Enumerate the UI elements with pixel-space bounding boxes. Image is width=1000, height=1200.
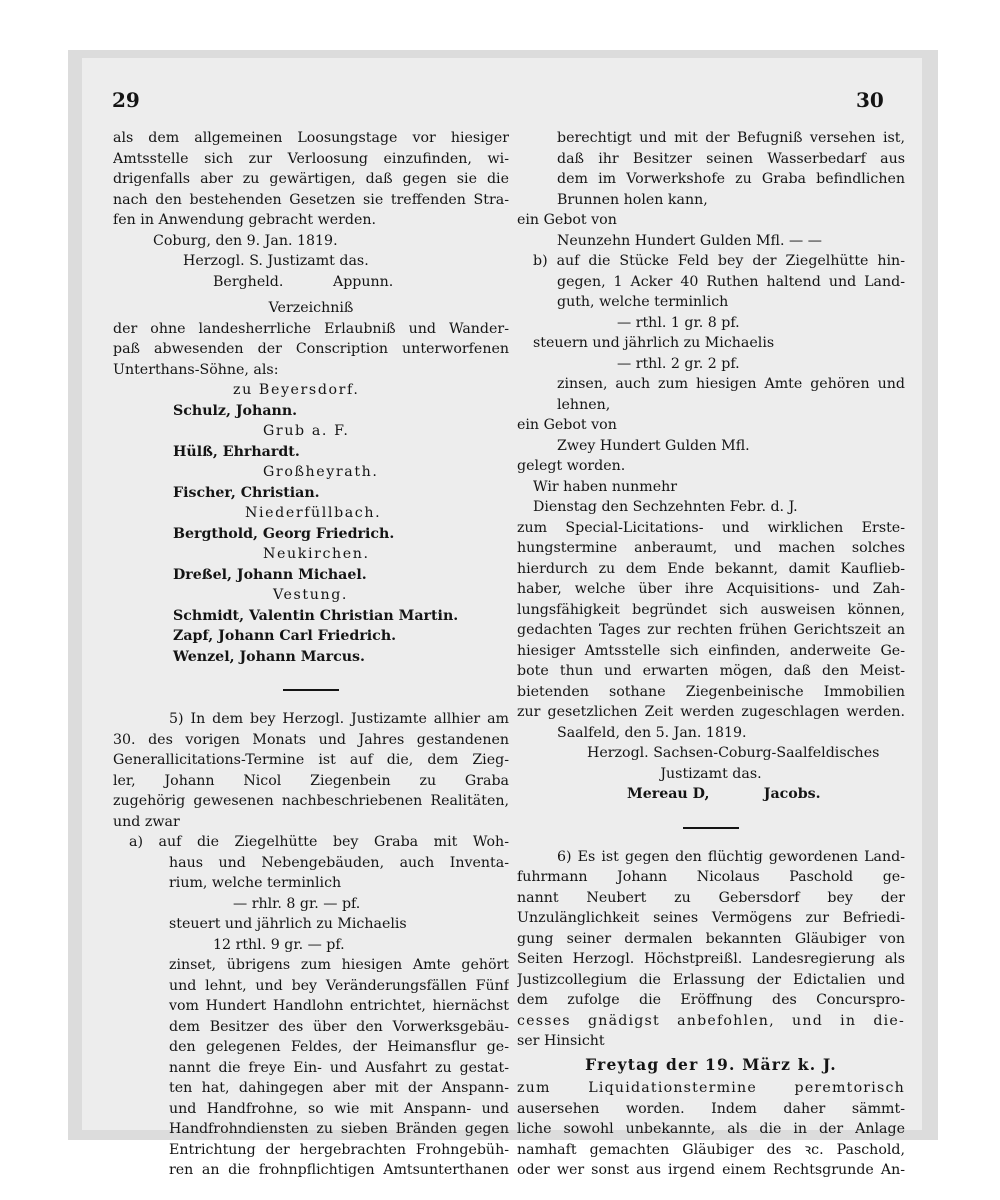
right-column [517, 128, 905, 1181]
text-line: steuert und jährlich zu Michaelis [169, 916, 407, 932]
dateline: Saalfeld, den 5. Jan. 1819. [557, 724, 747, 741]
text-line: namhaft gemachten Gläubiger des ꝛc. Paschold, [517, 1141, 905, 1158]
text-line: vom Hundert Handlohn entrichtet, hiernächst [169, 998, 509, 1014]
text-line: ausersehen worden. Indem daher sämmt- [517, 1100, 905, 1117]
text-line: berechtigt und mit der Befugniß versehen ist, [557, 130, 905, 146]
item-b [517, 251, 905, 415]
intro-paragraph [113, 128, 509, 231]
text-line: gung seiner dermalen bekannten Gläubiger von [517, 930, 905, 947]
text-line: Seiten Herzogl. Höchstpreißl. Landesregierung als [517, 951, 905, 967]
text-line: ren an die frohnpflichtigen Amtsunterthanen [169, 1162, 509, 1178]
page-number-right: 30 [856, 88, 884, 112]
text-line: Amtsstelle sich zur Verloosung einzufinden, wi- [113, 150, 509, 167]
item-a [113, 832, 509, 1181]
text-line: Wir haben nunmehr [533, 478, 678, 495]
text-line: und lehnt, und bey Veränderungsfällen Fünf [169, 977, 509, 994]
text-line: nannt Neubert zu Gebersdorf bey der [517, 889, 905, 906]
continuation-paragraph [517, 128, 905, 210]
signatures-line: Mereau D, Jacobs. [627, 786, 821, 802]
value-line: — rhlr. 8 gr. — pf. [233, 895, 361, 912]
text-line: guth, welche terminlich [557, 294, 729, 310]
bid-amount: Zwey Hundert Gulden Mfl. [557, 437, 750, 454]
conscript-name: Schmidt, Valentin Christian Martin. [173, 607, 459, 624]
conscript-name: Zapf, Johann Carl Friedrich. [173, 628, 397, 644]
text-line: oder wer sonst aus irgend einem Rechtsgrunde An- [517, 1162, 905, 1178]
text-line: 30. des vorigen Monats und Jahres gestandenen [113, 731, 509, 748]
authority-line: Herzogl. S. Justizamt das. [183, 253, 369, 269]
text-line: dem im Vorwerkshofe zu Graba befindlichen [557, 171, 905, 187]
section-5 [113, 709, 509, 832]
text-line: hiesiger Amtsstelle sich einfinden, anderweite Ge- [517, 642, 905, 659]
text-line: fuhrmann Johann Nicolaus Paschold ge- [517, 869, 905, 885]
text-line: ser Hinsicht [517, 1033, 605, 1049]
text-line: Generallicitations-Termine ist auf die, dem Zieg- [113, 752, 509, 768]
text-line: als dem allgemeinen Loosungstage vor hiesiger [113, 130, 509, 146]
village-name: Niederfüllbach. [245, 505, 382, 521]
text-line: haber, welche über ihre Acquisitions- und Zah- [517, 581, 905, 597]
text-line: Unzulänglichkeit seines Vermögens zur Befriedi- [517, 910, 905, 926]
text-line: bote thun und erwarten mögen, daß den Meist- [517, 663, 905, 679]
text-line: Handfrohndiensten zu sieben Bränden gegen [169, 1121, 509, 1137]
list-heading: Verzeichniß [268, 300, 354, 316]
village-name: zu Beyersdorf. [233, 382, 360, 398]
date-line: Dienstag den Sechzehnten Febr. d. J. [533, 499, 798, 515]
text-line: ler, Johann Nicol Ziegenbein zu Graba [113, 772, 509, 789]
section-6 [517, 847, 905, 1052]
text-line: Brunnen holen kann, [557, 191, 708, 208]
text-line: und Handfrohne, so wie mit Anspann- und [169, 1100, 509, 1117]
conscript-name: Bergthold, Georg Friedrich. [173, 525, 395, 542]
village-niederfuellbach [113, 503, 509, 544]
text-line: hierdurch zu dem Ende bekannt, damit Kauflieb- [517, 560, 905, 577]
text-line: 5) In dem bey Herzogl. Justizamte allhier am [169, 711, 509, 727]
bid-label: ein Gebot von [517, 417, 617, 433]
text-line: paß abwesenden der Conscription unterworfenen [113, 341, 509, 357]
village-grossheyrath [113, 462, 509, 503]
text-line: drigenfalls aber zu gewärtigen, daß gegen sie die [113, 171, 509, 187]
text-line: den gelegenen Feldes, der Heimansflur ge- [169, 1039, 509, 1055]
bid-amount: Neunzehn Hundert Gulden Mfl. — — [557, 232, 822, 249]
conscript-name: Wenzel, Johann Marcus. [173, 648, 365, 665]
left-column [113, 128, 509, 1181]
village-vestung [113, 585, 509, 667]
value-line: — rthl. 1 gr. 8 pf. [617, 314, 740, 331]
village-name: Großheyrath. [263, 464, 379, 480]
dateline: Coburg, den 9. Jan. 1819. [153, 232, 338, 249]
conscript-name: Fischer, Christian. [173, 484, 320, 501]
text-line: zum Liquidationstermine peremtorisch [517, 1080, 905, 1096]
conscript-name: Hülß, Ehrhardt. [173, 443, 300, 460]
village-grub [113, 421, 509, 462]
text-line: Entrichtung der hergebrachten Frohngebüh- [169, 1141, 509, 1158]
text-line: Justizcollegium die Erlassung der Edictalien und [517, 971, 905, 988]
text-line: bietenden sothane Ziegenbeinische Immobilien [517, 683, 905, 700]
section-divider [283, 689, 339, 691]
text-line: nannt die freye Ein- und Ausfahrt zu gestat- [169, 1059, 509, 1076]
village-name: Vestung. [273, 587, 348, 603]
text-line: cesses gnädigst anbefohlen, und in die- [517, 1012, 905, 1029]
text-line: lungsfähigkeit begründet sich ausweisen können, [517, 601, 905, 618]
bid-label: ein Gebot von [517, 212, 617, 228]
notice-paragraph [517, 518, 905, 723]
text-line: zur gesetzlichen Zeit werden zugeschlagen werden. [517, 704, 905, 720]
section-6-continued [517, 1078, 905, 1181]
text-line: daß ihr Besitzer seinen Wasserbedarf aus [557, 150, 905, 167]
text-line: gegen, 1 Acker 40 Ruthen haltend und Land- [557, 273, 905, 290]
text-line: hungstermine anberaumt, und machen solches [517, 540, 905, 556]
page-number-left: 29 [112, 88, 140, 112]
text-line: fen in Anwendung gebracht werden. [113, 212, 377, 228]
text-line: zum Special-Licitations- und wirklichen Erste- [517, 519, 905, 536]
text-line: nach den bestehenden Gesetzen sie treffenden Stra- [113, 191, 509, 208]
text-line: 6) Es ist gegen den flüchtig gewordenen Land- [557, 848, 905, 865]
text-line: dem zufolge die Eröffnung des Concurspro- [517, 992, 905, 1008]
text-line: ten hat, dahingegen aber mit der Anspann- [169, 1080, 509, 1096]
signatures-line: Bergheld. Appunn. [213, 273, 394, 290]
village-name: Grub a. F. [263, 423, 350, 439]
conscript-name: Dreßel, Johann Michael. [173, 566, 367, 583]
authority-line: Herzogl. Sachsen-Coburg-Saalfeldisches [587, 745, 880, 761]
village-name: Neukirchen. [263, 546, 370, 562]
village-beyersdorf [113, 380, 509, 421]
text-line: steuern und jährlich zu Michaelis [533, 335, 775, 351]
text-line: gelegt worden. [517, 458, 626, 474]
text-line: Unterthans-Söhne, als: [113, 361, 279, 378]
text-line: b) auf die Stücke Feld bey der Ziegelhütte hin- [533, 253, 905, 269]
text-line: lehnen, [557, 396, 611, 413]
text-line: dem Besitzer des über den Vorwerksgebäu- [169, 1018, 509, 1035]
text-line: und zwar [113, 813, 180, 830]
liquidation-date: Freytag der 19. März k. J. [585, 1054, 837, 1074]
text-line: rium, welche terminlich [169, 875, 342, 891]
text-line: haus und Nebengebäuden, auch Inventa- [169, 854, 509, 871]
text-line: zugehörig gewesenen nachbeschriebenen Realitäten, [113, 793, 509, 809]
conscript-name: Schulz, Johann. [173, 402, 298, 419]
value-line: 12 rthl. 9 gr. — pf. [213, 936, 345, 953]
text-line: a) auf die Ziegelhütte bey Graba mit Woh- [129, 834, 509, 850]
text-line: der ohne landesherrliche Erlaubniß und Wander- [113, 320, 509, 337]
value-line: — rthl. 2 gr. 2 pf. [617, 355, 740, 372]
text-line: zinsen, auch zum hiesigen Amte gehören und [557, 376, 905, 392]
text-line: gedachten Tages zur rechten frühen Gerichtszeit an [517, 622, 905, 638]
text-line: zinset, übrigens zum hiesigen Amte gehört [169, 957, 509, 973]
village-neukirchen [113, 544, 509, 585]
authority-line: Justizamt das. [660, 765, 762, 782]
text-line: liche sowohl unbekannte, als die in der Anlage [517, 1121, 905, 1137]
section-divider [683, 827, 739, 829]
